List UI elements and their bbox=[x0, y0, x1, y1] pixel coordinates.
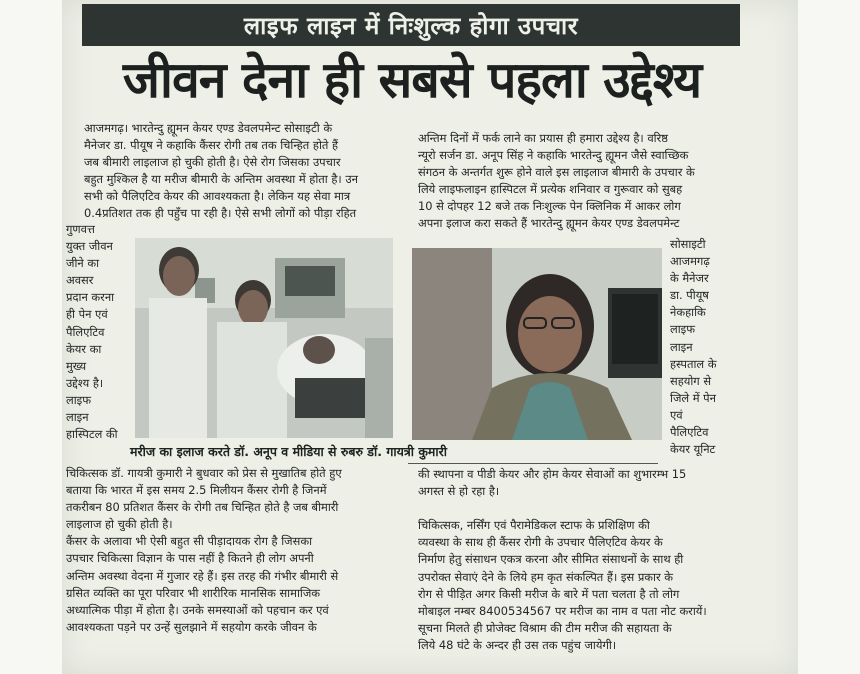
text-line: पैलिएटिव bbox=[670, 425, 709, 440]
text-line: मैनेजर डा. पीयूष ने कहाकि कैंसर रोगी तब तक चिन्हित होते हैं bbox=[84, 138, 339, 153]
text-line: अध्यात्मिक पीड़ा में होता है। उनके समस्याओं को पहचान कर एवं bbox=[66, 602, 329, 617]
right-bottom-paragraph bbox=[418, 466, 740, 654]
text-line: अगस्त से हो रहा है। bbox=[418, 484, 500, 499]
text-line: की स्थापना व पीडी केयर और होम केयर सेवाओं का शुभारम्भ 15 bbox=[418, 467, 687, 481]
text-line bbox=[418, 500, 740, 517]
text-line: सूचना मिलते ही प्रोजेक्ट विश्राम की टीम मरीज की सहायता के bbox=[418, 620, 672, 635]
text-line: लाइन bbox=[670, 339, 693, 354]
kicker-text: लाइफ लाइन में निःशुल्क होगा उपचार bbox=[243, 11, 579, 40]
text-line: हस्पताल के bbox=[670, 356, 717, 371]
text-line: लाइफ bbox=[66, 392, 92, 407]
text-line: गुणवत्त bbox=[66, 222, 95, 236]
text-line: संगठन के अन्तर्गत शुरू होने वाले इस लाइलाज बीमारी के उपचार के bbox=[418, 165, 695, 180]
text-line: पैलिएटिव bbox=[66, 324, 105, 339]
text-line: हास्पिटल की bbox=[66, 427, 118, 442]
text-line: लाइफ bbox=[670, 322, 696, 337]
text-line: अन्तिम अवस्था वेदना में गुजार रहे हैं। इस तरह की गंभीर बीमारी से bbox=[66, 568, 339, 583]
text-line: सोसाइटी bbox=[670, 237, 706, 251]
left-top-paragraph bbox=[84, 120, 414, 223]
text-line: 10 से दोपहर 12 बजे तक निःशुल्क पेन क्लिनिक में आकर लोग bbox=[418, 199, 681, 214]
left-narrow-column bbox=[66, 221, 132, 443]
photo-dr-gayatri-kumari bbox=[412, 248, 662, 440]
text-line: लिये 48 घंटे के अन्दर ही उस तक पहुंच जायेगी। bbox=[418, 637, 617, 652]
text-line: प्रदान करना bbox=[66, 290, 115, 305]
text-line: के मैनेजर bbox=[670, 271, 709, 286]
text-line: नेकहाकि bbox=[670, 305, 706, 320]
photo-caption: मरीज का इलाज करते डॉ. अनूप व मीडिया से रुबरु डॉ. गायत्री कुमारी bbox=[130, 444, 447, 459]
text-line: अपना इलाज करा सकते हैं भारतेन्दु ह्यूमन केयर एण्ड डेवलपमेन्ट bbox=[418, 216, 680, 231]
text-line: रोग से पीड़ित अगर किसी मरीज के बारे में पता चलता है तो लोग bbox=[418, 586, 680, 601]
text-line: केयर का bbox=[66, 341, 102, 356]
text-line: आवश्यकता पड़ने पर उन्हें सुलझाने में सहयोग करके जीवन के bbox=[66, 619, 317, 634]
text-line: डा. पीयूष bbox=[670, 288, 709, 303]
text-line: चिकित्सक, नर्सिंग एवं पैरामेडिकल स्टाफ के प्रशिक्षिण की bbox=[418, 518, 650, 533]
photo-doctor-treating-patient-image bbox=[135, 238, 393, 438]
text-line: केयर यूनिट bbox=[670, 442, 716, 457]
text-line: 0.4प्रतिशत तक ही पहुँच पा रही है। ऐसे सभी लोगों को पीड़ा रहित bbox=[84, 206, 357, 221]
text-line: आजमगढ़ bbox=[670, 254, 710, 269]
left-bottom-paragraph bbox=[66, 465, 396, 636]
text-line: सहयोग से bbox=[670, 373, 712, 388]
text-line: लाइन bbox=[66, 410, 89, 425]
text-line: जिले में पेन bbox=[670, 390, 716, 405]
text-line: न्यूरो सर्जन डा. अनूप सिंह ने कहाकि भारतेन्दु ह्यूमन जैसे स्वाच्छिक bbox=[418, 148, 689, 163]
text-line: बहुत मुश्किल है या मरीज बीमारी के अन्तिम अवस्था में होता है। उन bbox=[84, 172, 358, 187]
kicker-banner bbox=[82, 4, 740, 46]
text-line: एवं bbox=[670, 407, 683, 422]
text-line: मुख्य bbox=[66, 358, 87, 373]
text-line: ही पेन एवं bbox=[66, 307, 108, 322]
text-line: उद्देश्य है। bbox=[66, 375, 104, 390]
text-line: मोबाइल नम्बर 8400534567 पर मरीज का नाम व पता नोट करायें। bbox=[418, 603, 707, 618]
text-line: जब बीमारी लाइलाज हो चुकी होती है। ऐसे रोग जिसका उपचार bbox=[84, 155, 341, 170]
text-line: लिये लाइफलाइन हास्पिटल में प्रत्येक शनिवार व गुरूवार को सुबह bbox=[418, 182, 683, 197]
text-line: व्यवस्था के साथ ही कैंसर रोगी के उपचार पैलिएटिव केयर के bbox=[418, 535, 663, 550]
text-line: बताया कि भारत में इस समय 2.5 मिलीयन कैंसर रोगी है जिनमें bbox=[66, 483, 327, 498]
photo-dr-gayatri-kumari-image bbox=[412, 248, 662, 440]
text-line: जीने का bbox=[66, 256, 100, 271]
text-line: कैंसर के अलावा भी ऐसी बहुत सी पीड़ादायक रोग है जिसका bbox=[66, 534, 313, 549]
headline: जीवन देना ही सबसे पहला उद्देश्य bbox=[122, 51, 702, 109]
caption-divider bbox=[408, 463, 658, 464]
text-line: ग्रसित व्यक्ति का पूरा परिवार भी शारीरिक मानसिक सामाजिक bbox=[66, 585, 321, 600]
photo-doctor-treating-patient bbox=[135, 238, 393, 438]
text-line: उपचार चिकित्सा विज्ञान के पास नहीं है कितने ही लोग अपनी bbox=[66, 551, 314, 566]
text-line: अवसर bbox=[66, 273, 94, 288]
text-line: लाइलाज हो चुकी होती है। bbox=[66, 517, 173, 532]
text-line: तकरीबन 80 प्रतिशत कैंसर के रोगी तब चिन्हित होते है जब बीमारी bbox=[66, 500, 339, 515]
text-line: चिकित्सक डॉ. गायत्री कुमारी ने बुधवार को प्रेस से मुखातिब होते हुए bbox=[66, 466, 342, 480]
text-line: उपरोक्त सेवाएं देने के लिये हम कृत संकल्पित हैं। इस प्रकार के bbox=[418, 569, 674, 584]
text-line: निर्माण हेतु संसाधन एकत्र करना और सीमित संसाधनों के साथ ही bbox=[418, 552, 684, 567]
right-top-paragraph bbox=[418, 130, 740, 233]
text-line: अन्तिम दिनों में फर्क लाने का प्रयास ही हमारा उद्देश्य है। वरिष्ठ bbox=[418, 131, 668, 145]
text-line: सभी को पैलिएटिव केयर की आवश्यकता है। लेकिन यह सेवा मात्र bbox=[84, 189, 351, 204]
text-line: आजमगढ़। भारतेन्दु ह्यूमन केयर एण्ड डेवलपमेन्ट सोसाइटी के bbox=[84, 121, 333, 135]
text-line: युक्त जीवन bbox=[66, 239, 113, 254]
right-narrow-column bbox=[670, 236, 740, 458]
